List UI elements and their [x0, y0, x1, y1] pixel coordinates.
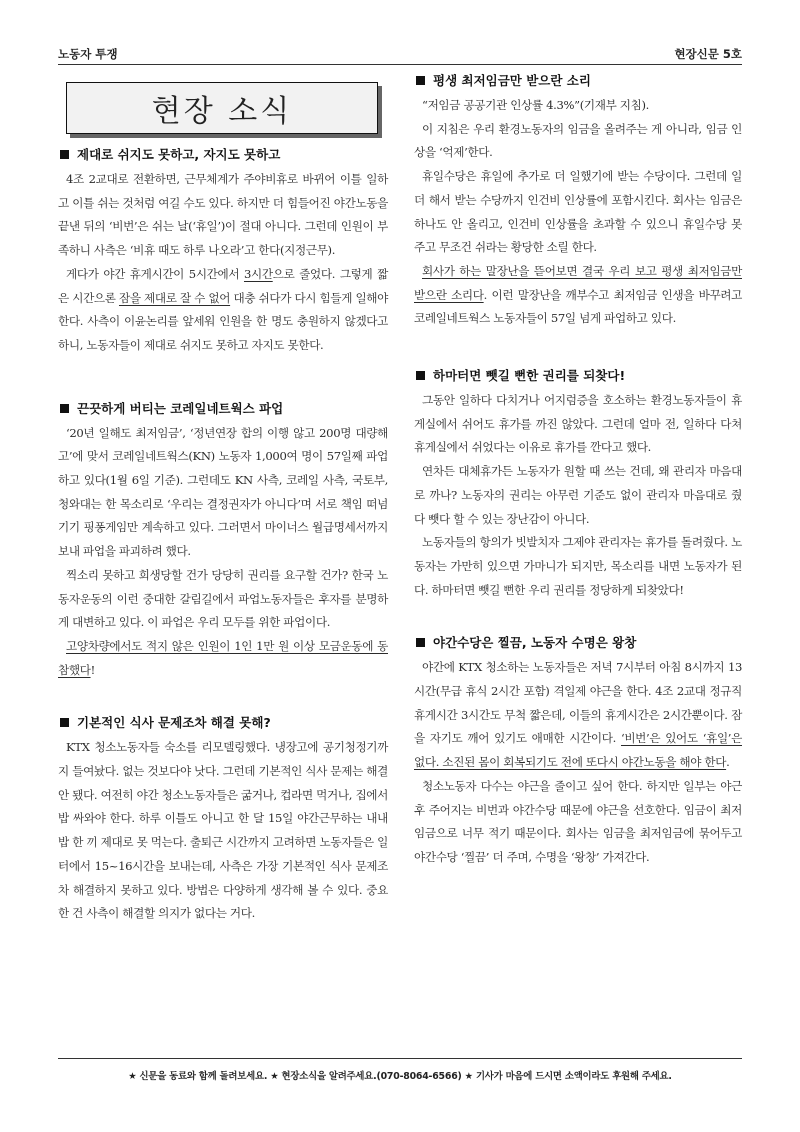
article-korail-strike — [58, 398, 388, 683]
article-night-allowance — [414, 632, 742, 869]
article-paragraph: 연차든 대체휴가든 노동자가 원할 때 쓰는 건데, 왜 관리자 마음대로 까나? 노동자의 권리는 아무런 기준도 없이 관리자 마음대로 줬다 뺏다 할 수 있는 장난감이 아니다. — [414, 464, 742, 526]
article-paragraph: 4조 2교대로 전환하면, 근무체계가 주야비휴로 바뀌어 이틀 일하고 이틀 쉬는 것처럼 여길 수도 있다. 하지만 더 힘들어진 야간노동을 끝낸 뒤의 ‘비번’은 쉬는 날(‘휴일’)이 절대 아니다. 그런데 인원이 부족하니 사측은 ‘비휴 때도 하루 나오라’고 한다(지정근무). — [58, 172, 388, 258]
article-paragraph: KTX 청소노동자들 숙소를 리모델링했다. 냉장고에 공기청정기까지 들여놨다. 없는 것보다야 낫다. 그런데 기본적인 식사 문제는 해결 안 됐다. 여전히 야간 청소노동자들은 굶거나, 컵라면 먹거나, 집에서 밥 싸와야 한다. 하루 이틀도 아니고 한 달 15일 야간근무하는 내내 밥 한 끼 제대로 못 먹는다. 출퇴근 시간까지 고려하면 노동자들은 일터에서 15~16시간을 보내는데, 사측은 가장 기본적인 식사 문제조차 해결하지 못하고 있다. 방법은 다양하게 생각해 볼 수 있다. 중요한 건 사측이 해결할 의지가 없다는 거다. — [58, 740, 388, 921]
article-paragraph: 청소노동자 다수는 야근을 줄이고 싶어 한다. 하지만 일부는 야근 후 주어지는 비번과 야간수당 때문에 야근을 선호한다. 임금이 최저임금으로 너무 적기 때문이다. 회사는 임금을 최저임금에 묶어두고 야간수당 ‘찔끔’ 더 주며, 수명을 ‘왕창’ 가져간다. — [414, 778, 742, 864]
footer-notice: ★ 신문을 동료와 함께 돌려보세요. ★ 현장소식을 알려주세요.(070-8064-6566) ★ 기사가 마음에 드시면 소액이라도 후원해 주세요. — [128, 1071, 672, 1082]
bullet-square-icon — [416, 638, 425, 647]
bullet-square-icon — [60, 718, 69, 727]
article-paragraph: 게다가 야간 휴게시간이 5시간에서 3시간으로 줄었다. 그렇게 짧은 시간으론 잠을 제대로 잘 수 없어 대충 쉬다가 다시 힘들게 일해야 한다. 사측이 이윤논리를 앞세워 인원을 한 명도 충원하지 않겠다고 하니, 노동자들이 제대로 쉬지도 못하고 자지도 못한다. — [58, 266, 388, 352]
page-title-box — [66, 82, 378, 134]
article-paragraph: 휴일수당은 휴일에 추가로 더 일했기에 받는 수당이다. 그런데 일 더 해서 받는 수당까지 인건비 인상률에 포함시킨다. 회사는 임금은 하나도 안 올리고, 인건비 인상률을 초과할 수 있으니 휴일수당 못 주고 무조건 쉬라는 황당한 소릴 한다. — [414, 169, 742, 255]
article-heading: 기본적인 식사 문제조차 해결 못해? — [58, 712, 388, 734]
article-paragraph: 이 지침은 우리 환경노동자의 임금을 올려주는 게 아니라, 임금 인상을 ‘억제’한다. — [414, 121, 742, 160]
article-paragraph: “저임금 공공기관 인상률 4.3%”(기재부 지침). — [422, 98, 649, 112]
article-rest-sleep — [58, 144, 388, 358]
article-paragraph: 고양차량에서도 적지 않은 인원이 1인 1만 원 이상 모금운동에 동참했다! — [58, 638, 388, 677]
article-paragraph: 노동자들의 항의가 빗발치자 그제야 관리자는 휴가를 돌려줬다. 노동자는 가만히 있으면 가마니가 되지만, 목소리를 내면 노동자가 된다. 하마터면 뺏길 뻔한 우리 권리를 정당하게 되찾았다! — [414, 535, 742, 597]
article-paragraph: 찍소리 못하고 희생당할 건가 당당히 권리를 요구할 건가? 한국 노동자운동의 이런 중대한 갈림길에서 파업노동자들은 후자를 분명하게 대변하고 있다. 이 파업은 우리 모두를 위한 파업이다. — [58, 567, 388, 630]
article-paragraph: ‘20년 일해도 최저임금’, ‘정년연장 합의 이행 않고 200명 대량해고’에 맞서 코레일네트웍스(KN) 노동자 1,000여 명이 57일째 파업하고 있다(1월 6일 기준). 그런데도 KN 사측, 코레일 사측, 국토부, 청와대는 한 목소리로 ‘우리는 결정권자가 아니다’며 서로 책임 떠넘기기 핑퐁게임만 계속하고 있다. 그러면서 마이너스 월급명세서까지 보내 파업을 파괴하려 했다. — [58, 425, 388, 559]
page-title: 현장 소식 — [151, 94, 293, 129]
bullet-square-icon — [416, 76, 425, 85]
article-heading: 제대로 쉬지도 못하고, 자지도 못하고 — [58, 144, 388, 166]
bullet-square-icon — [60, 150, 69, 159]
footer-divider — [58, 1058, 742, 1059]
article-heading: 야간수당은 찔끔, 노동자 수명은 왕창 — [414, 632, 742, 654]
article-paragraph: 회사가 하는 말장난을 뜯어보면 결국 우리 보고 평생 최저임금만 받으란 소리다. 이런 말장난을 깨부수고 최저임금 인생을 바꾸려고 코레일네트웍스 노동자들이 57일 넘게 파업하고 있다. — [414, 263, 742, 326]
article-heading: 평생 최저임금만 받으란 소리 — [414, 70, 742, 92]
article-heading: 끈끗하게 버티는 코레일네트웍스 파업 — [58, 398, 388, 420]
article-rights-regained — [414, 365, 742, 602]
article-paragraph: 야간에 KTX 청소하는 노동자들은 저녁 7시부터 아침 8시까지 13시간(무급 휴식 2시간 포함) 격일제 야근을 한다. 4조 2교대 정규직 휴게시간 3시간도 무척 짧은데, 이들의 휴게시간은 2시간뿐이다. 잠을 자기도 깨어 있기도 애매한 시간이다. ‘비번’은 있어도 ‘휴일’은 없다. 소진된 몸이 회복되기도 전에 또다시 야간노동을 해야 한다. — [414, 660, 742, 770]
issue-label: 현장신문 5호 — [674, 47, 742, 61]
article-minimum-wage — [414, 70, 742, 331]
article-heading: 하마터면 뺏길 뻔한 권리를 되찾다! — [414, 365, 742, 387]
left-column — [58, 70, 388, 926]
article-paragraph: 그동안 일하다 다치거나 어지럼증을 호소하는 환경노동자들이 휴게실에서 쉬어도 휴가를 까진 않았다. 그런데 얼마 전, 일하다 다쳐 휴게실에서 쉬었다는 이유로 휴가를 깐다고 했다. — [414, 393, 742, 455]
article-meal-problem — [58, 712, 388, 926]
bullet-square-icon — [60, 404, 69, 413]
page-header — [58, 42, 742, 65]
right-column — [414, 70, 742, 870]
bullet-square-icon — [416, 371, 425, 380]
section-label: 노동자 투쟁 — [58, 47, 118, 61]
